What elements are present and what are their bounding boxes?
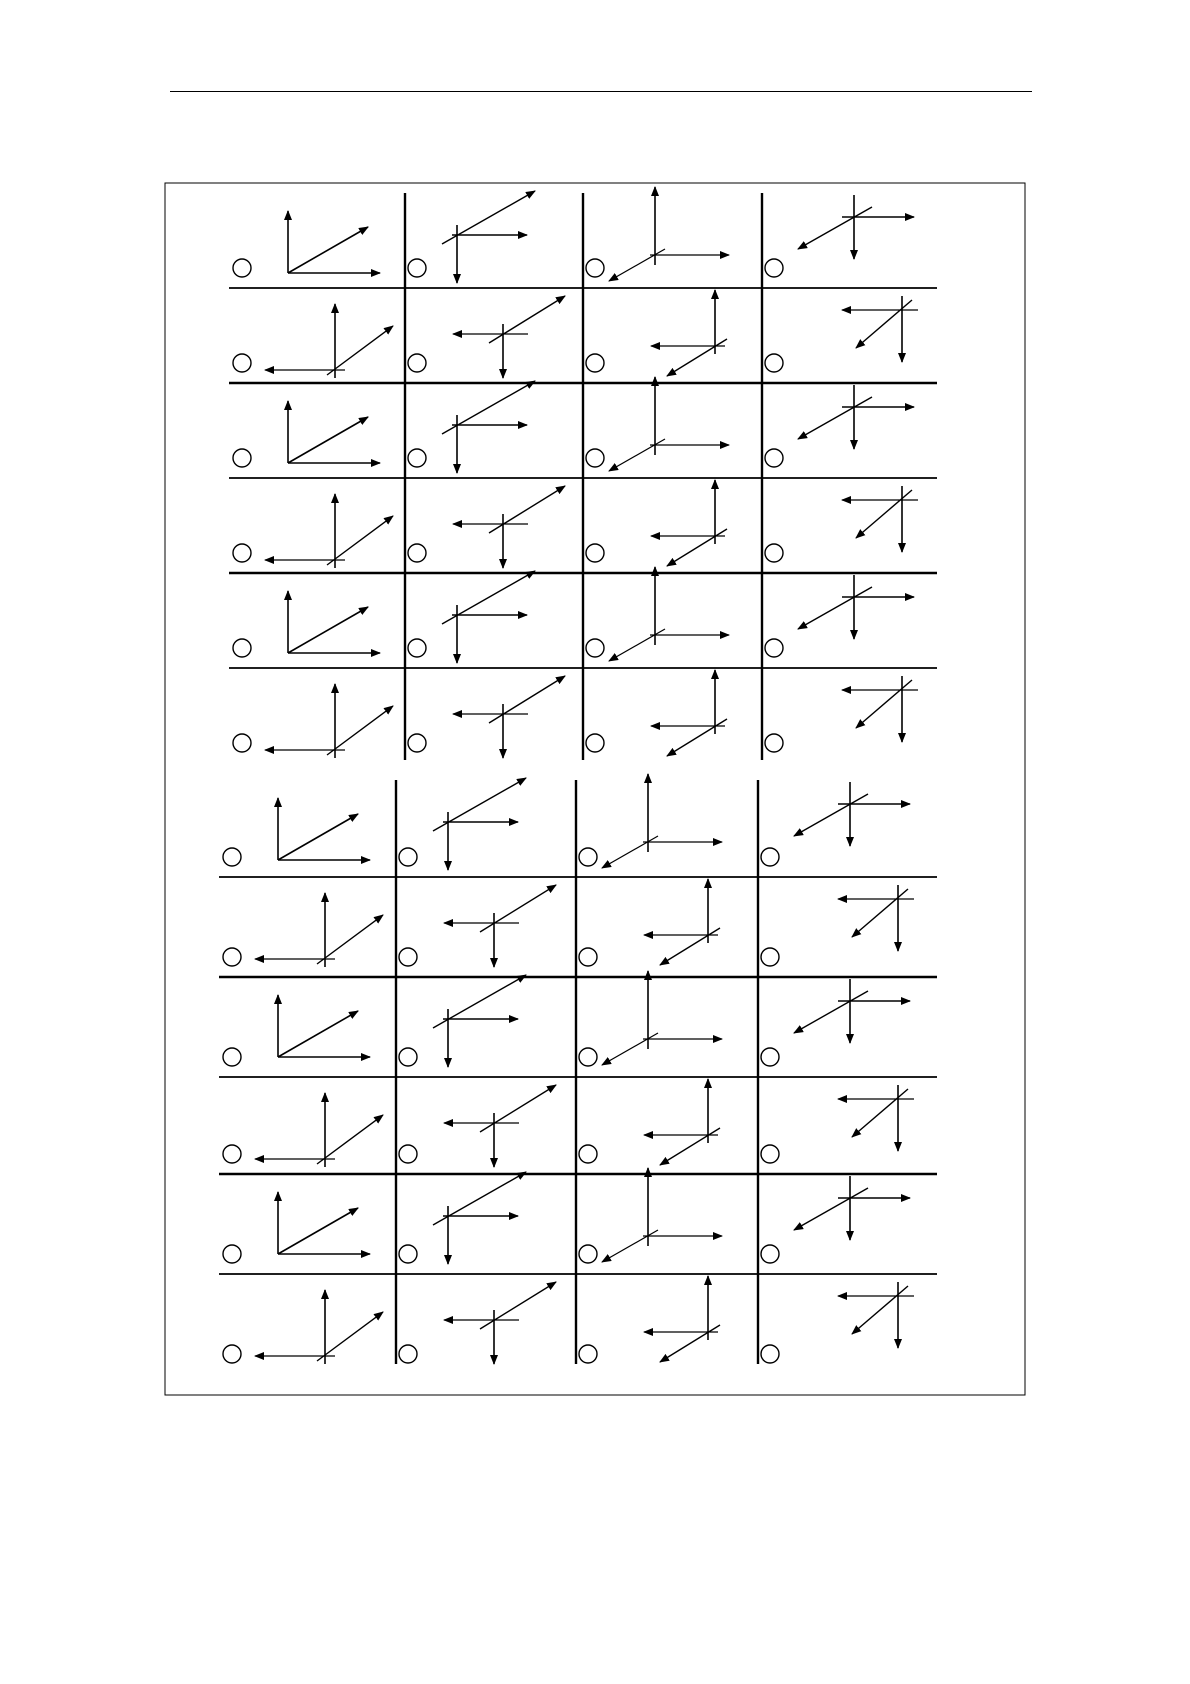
- axis-cell: [579, 1168, 722, 1263]
- z-axis: [288, 227, 368, 273]
- axis-cell: [761, 1176, 910, 1263]
- z-axis: [278, 1011, 358, 1057]
- z-axis: [852, 889, 908, 937]
- z-axis: [667, 719, 727, 756]
- z-axis: [288, 417, 368, 463]
- axis-cell: [399, 778, 526, 870]
- z-axis: [856, 300, 912, 348]
- z-axis: [288, 607, 368, 653]
- axis-cell: [765, 486, 918, 562]
- z-axis: [480, 1282, 556, 1329]
- answer-circle: [761, 1048, 779, 1066]
- answer-circle: [579, 848, 597, 866]
- z-axis: [667, 339, 727, 376]
- axis-cell: [223, 1093, 383, 1167]
- answer-circle: [761, 848, 779, 866]
- answer-circle: [765, 639, 783, 657]
- z-axis: [794, 1188, 868, 1230]
- axis-cell: [223, 1290, 383, 1364]
- z-axis: [602, 836, 658, 868]
- z-axis: [660, 1128, 720, 1165]
- z-axis: [317, 1312, 383, 1361]
- answer-circle: [399, 1048, 417, 1066]
- z-axis: [327, 706, 393, 755]
- z-axis: [489, 296, 565, 343]
- axis-cells: [223, 187, 918, 1364]
- cell-grid: [219, 193, 937, 1364]
- axis-cell: [408, 381, 535, 473]
- axis-cell: [761, 979, 910, 1066]
- z-axis: [660, 1325, 720, 1362]
- answer-circle: [408, 354, 426, 372]
- axis-cell: [586, 187, 729, 281]
- z-axis: [433, 975, 526, 1028]
- answer-circle: [399, 848, 417, 866]
- worksheet-frame: [165, 183, 1025, 1395]
- axis-cell: [408, 296, 565, 378]
- answer-circle: [399, 1145, 417, 1163]
- z-axis: [798, 207, 872, 249]
- z-axis: [489, 676, 565, 723]
- axis-cell: [233, 591, 380, 657]
- axis-cell: [233, 304, 393, 378]
- z-axis: [856, 680, 912, 728]
- axis-cell: [761, 1085, 914, 1163]
- answer-circle: [223, 1145, 241, 1163]
- axis-cell: [399, 975, 526, 1067]
- answer-circle: [408, 449, 426, 467]
- answer-circle: [765, 449, 783, 467]
- axis-cell: [761, 782, 910, 866]
- answer-circle: [761, 1245, 779, 1263]
- answer-circle: [223, 948, 241, 966]
- answer-circle: [586, 354, 604, 372]
- z-axis: [327, 326, 393, 375]
- answer-circle: [761, 1345, 779, 1363]
- z-axis: [798, 397, 872, 439]
- z-axis: [602, 1230, 658, 1262]
- z-axis: [852, 1089, 908, 1137]
- answer-circle: [586, 259, 604, 277]
- z-axis: [317, 1115, 383, 1164]
- axis-cell: [399, 1172, 526, 1264]
- z-axis: [433, 778, 526, 831]
- answer-circle: [579, 948, 597, 966]
- axis-cell: [765, 195, 914, 277]
- z-axis: [794, 991, 868, 1033]
- z-axis: [480, 1085, 556, 1132]
- answer-circle: [761, 948, 779, 966]
- answer-circle: [586, 449, 604, 467]
- axis-cell: [765, 575, 914, 657]
- axis-cell: [765, 296, 918, 372]
- answer-circle: [408, 544, 426, 562]
- answer-circle: [233, 259, 251, 277]
- z-axis: [660, 928, 720, 965]
- answer-circle: [586, 639, 604, 657]
- z-axis: [602, 1033, 658, 1065]
- answer-circle: [765, 259, 783, 277]
- axis-cell: [765, 676, 918, 752]
- z-axis: [442, 191, 535, 244]
- answer-circle: [408, 259, 426, 277]
- axis-cell: [233, 684, 393, 758]
- axis-cell: [765, 385, 914, 467]
- axis-cell: [223, 995, 370, 1066]
- axis-cell: [233, 211, 380, 277]
- axis-cell: [579, 971, 722, 1066]
- answer-circle: [399, 1345, 417, 1363]
- axis-cell: [223, 1192, 370, 1263]
- axis-cell: [399, 1282, 556, 1364]
- answer-circle: [761, 1145, 779, 1163]
- answer-circle: [408, 639, 426, 657]
- z-axis: [852, 1286, 908, 1334]
- answer-circle: [408, 734, 426, 752]
- z-axis: [609, 249, 665, 281]
- z-axis: [442, 571, 535, 624]
- axis-cell: [586, 377, 729, 471]
- axis-cell: [586, 290, 727, 376]
- axis-cell: [761, 1282, 914, 1363]
- answer-circle: [765, 734, 783, 752]
- axis-cell: [233, 494, 393, 568]
- axis-cell: [233, 401, 380, 467]
- answer-circle: [233, 639, 251, 657]
- z-axis: [327, 516, 393, 565]
- z-axis: [489, 486, 565, 533]
- z-axis: [317, 915, 383, 964]
- z-axis: [609, 439, 665, 471]
- axis-cell: [223, 798, 370, 866]
- answer-circle: [233, 354, 251, 372]
- axis-cell: [399, 885, 556, 967]
- axis-cell: [399, 1085, 556, 1167]
- answer-circle: [579, 1145, 597, 1163]
- axis-cell: [408, 486, 565, 568]
- axis-cell: [408, 191, 535, 283]
- answer-circle: [223, 1048, 241, 1066]
- answer-circle: [579, 1345, 597, 1363]
- answer-circle: [765, 544, 783, 562]
- z-axis: [794, 794, 868, 836]
- answer-circle: [233, 449, 251, 467]
- z-axis: [667, 529, 727, 566]
- axis-cell: [579, 1079, 720, 1165]
- answer-circle: [223, 848, 241, 866]
- axis-cell: [586, 567, 729, 661]
- axis-cell: [579, 879, 720, 966]
- answer-circle: [765, 354, 783, 372]
- answer-circle: [579, 1048, 597, 1066]
- answer-circle: [586, 544, 604, 562]
- z-axis: [442, 381, 535, 434]
- answer-circle: [223, 1245, 241, 1263]
- answer-circle: [233, 734, 251, 752]
- z-axis: [856, 490, 912, 538]
- axis-cell: [586, 480, 727, 566]
- axis-cell: [579, 1276, 720, 1363]
- z-axis: [609, 629, 665, 661]
- axis-cell: [223, 893, 383, 967]
- axis-cell: [408, 676, 565, 758]
- answer-circle: [399, 1245, 417, 1263]
- z-axis: [433, 1172, 526, 1225]
- z-axis: [480, 885, 556, 932]
- axis-cell: [761, 885, 914, 966]
- answer-circle: [579, 1245, 597, 1263]
- axis-cell: [408, 571, 535, 663]
- answer-circle: [586, 734, 604, 752]
- answer-circle: [233, 544, 251, 562]
- z-axis: [798, 587, 872, 629]
- z-axis: [278, 814, 358, 860]
- axis-cell: [579, 774, 722, 868]
- answer-circle: [223, 1345, 241, 1363]
- axis-cell: [586, 670, 727, 756]
- answer-circle: [399, 948, 417, 966]
- z-axis: [278, 1208, 358, 1254]
